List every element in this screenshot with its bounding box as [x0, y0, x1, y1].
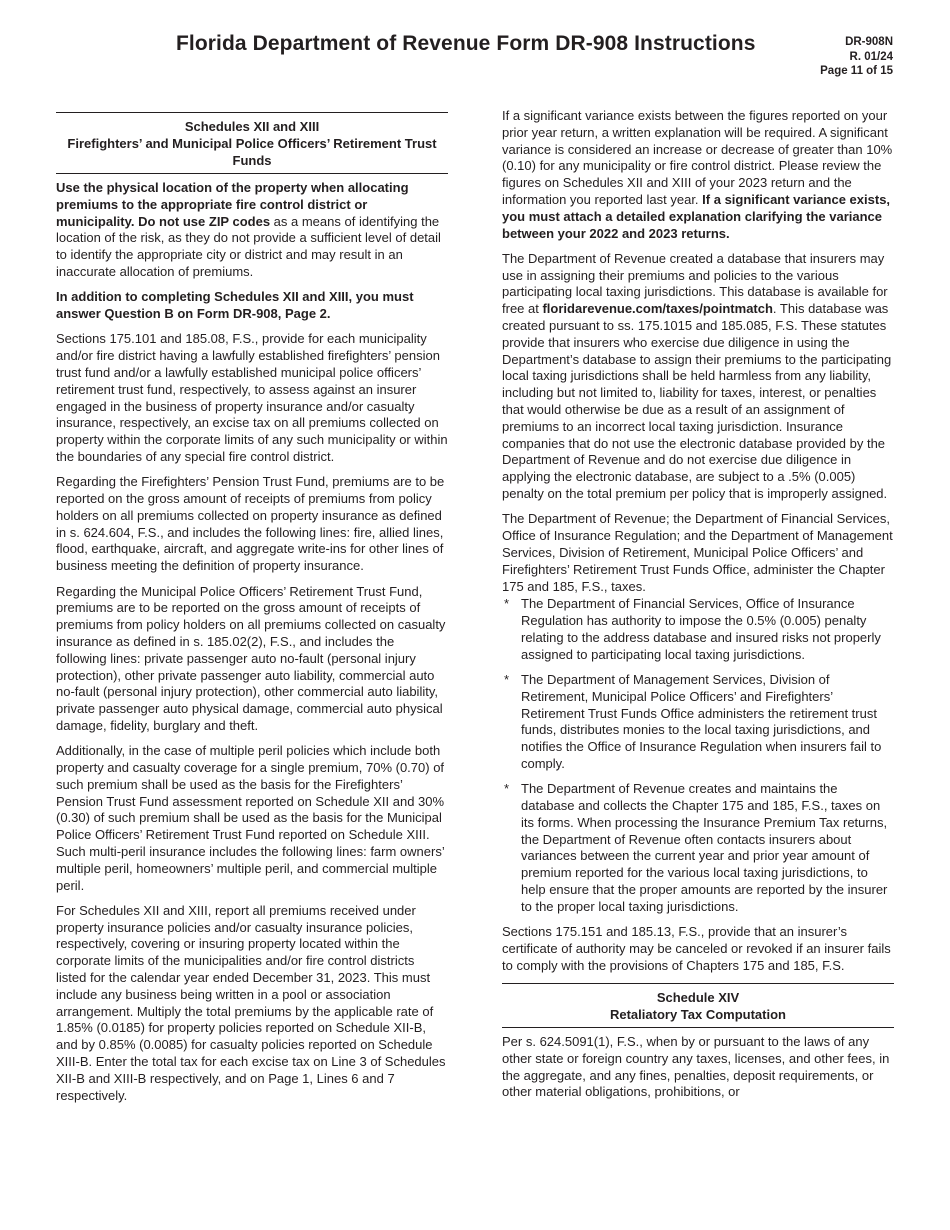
paragraph-variance	[502, 108, 894, 242]
paragraph-text: If a significant variance exists between the figures reported on your prior year return, a written explanation will be required. A significant variance is considered an increase or decrease of greater than 10% (0.10) for any municipality or fire control district. Please review the figures on Schedules XII and XIII of your 2023 return and the information you reported last year.	[502, 108, 893, 207]
left-column	[56, 108, 448, 1113]
paragraph-multiple-peril: Additionally, in the case of multiple peril policies which include both property and casualty coverage for a single premium, 70% (0.70) of such premium shall be used as the basis for the Firefighters’ Pension Trust Fund assessment reported on Schedule XII and 30% (0.30) of such premium shall be used as the basis for the Municipal Police Officers’ Retirement Trust Fund reported on Schedule XIII. Such multi-peril insurance includes the following lines: farm owners’ multiple peril, homeowners’ multiple peril, and commercial multiple peril.	[56, 743, 445, 893]
paragraph-firefighters-fund: Regarding the Firefighters’ Pension Trust Fund, premiums are to be reported on the gross amount of receipts of premiums from policy holders on all premiums collected on property insurance as defined in s. 624.604, F.S., and includes the following lines: fire, allied lines, flood, earthquake, aircraft, and aggregate write-ins for other lines of business meeting the definition of property insurance.	[56, 474, 445, 574]
paragraph-text: . This database was created pursuant to ss. 175.1015 and 185.085, F.S. These statutes provide that insurers who exercise due diligence in using the Department’s database to assign their premiums to the participating local taxing jurisdictions shall be held harmless from any liability, including but not limited to, liability for taxes, interest, or penalties that would otherwise be due as a result of an assignment of premiums to an incorrect local taxing jurisdiction. Insurance companies that do not use the electronic database provided by the Department of Revenue and do not exercise due diligence in applying the electronic database, are subject to a .5% (0.005) penalty on the total premium per policy that is improperly assigned.	[502, 301, 892, 502]
paragraph-question-b: In addition to completing Schedules XII and XIII, you must answer Question B on Form DR-908, Page 2.	[56, 289, 414, 322]
form-identifier	[820, 35, 893, 79]
form-revision: R. 01/24	[849, 50, 893, 63]
page-number: Page 11 of 15	[820, 65, 893, 77]
section-heading-line1: Schedule XIV	[656, 990, 740, 1006]
pointmatch-link[interactable]: floridarevenue.com/taxes/pointmatch	[542, 301, 773, 317]
section-heading-line2: Firefighters’ and Municipal Police Officers’ Retirement Trust Funds	[67, 136, 437, 168]
paragraph-text: as a means of identifying the location of the risk, as they do not provide a sufficient level of detail to identify the appropriate city or district and may result in an inaccurate allocation of premiums.	[56, 213, 441, 279]
bullet-item-revenue: * The Department of Revenue creates and maintains the database and collects the Chapter 175 and 185, F.S., taxes on its forms. When processing the Insurance Premium Tax returns, the Department of Revenue often contacts insurers about variances between the current year and prior year amount of premium reported for the various local taxing jurisdictions, to help ensure that the proper amounts are reported by the insurer to the proper local taxing jurisdictions.	[502, 781, 894, 915]
paragraph-sections-175-185: Sections 175.101 and 185.08, F.S., provide for each municipality and/or fire district having a lawfully established firefighters’ pension trust fund and/or a lawfully established municipal police officers’ retirement trust fund, respectively, to assess against an insurer engaged in the business of property insurance and/or casualty insurance, respectively, an excise tax on all premiums collected on property within the corporate limits of any such municipality or within the boundaries of any special fire control district.	[56, 331, 448, 464]
section-heading-line1: Schedules XII and XIII	[184, 119, 320, 134]
page-title: Florida Department of Revenue Form DR-908 Instructions	[176, 32, 756, 55]
section-heading-line2: Retaliatory Tax Computation	[609, 1007, 786, 1023]
paragraph-reporting-premiums: For Schedules XII and XIII, report all premiums received under property insurance policies and/or casualty insurance policies, respectively, covering or insuring property located within the corporate limits of the municipalities and/or fire control districts listed for the calendar year ended December 31, 2023. This must include any business being written in a pool or association arrangement. Multiply the total premiums by the applicable rate of 1.85% (0.0185) for property policies reported on Schedule XII-B, and by 0.85% (0.0085) for casualty policies reported on Schedule XIII-B. Enter the total tax for each excise tax on Line 3 of Schedules XII-B and XIII-B respectively, and on Page 1, Lines 6 and 7 respectively.	[56, 902, 446, 1103]
paragraph-certificate-authority: Sections 175.151 and 185.13, F.S., provide that an insurer’s certificate of authority may be canceled or revoked if an insurer fails to comply with the provisions of Chapters 175 and 185, F.S.	[502, 924, 891, 973]
section-heading-schedules-xii-xiii	[56, 112, 448, 174]
paragraph-bold-text: If a significant variance exists, you must attach a detailed explanation clarifying the variance between your 2022 and 2023 returns.	[502, 191, 891, 241]
paragraph-administration: The Department of Revenue; the Department of Financial Services, Office of Insurance Regulation; and the Department of Management Services, Division of Retirement, Municipal Police Officers’ and Firefighters’ Retirement Trust Funds Office, administer the Chapter 175 and 185, F.S., taxes.	[502, 511, 893, 594]
bullet-item-management-services: * The Department of Management Services, Division of Retirement, Municipal Police Officers’ and Firefighters’ Retirement Trust Funds Office administers the retirement trust funds, distributes monies to the local taxing jurisdictions, and notifies the Office of Insurance Regulation when insurers fail to comply.	[502, 672, 894, 773]
paragraph-bold-lead: Use the physical location of the property when allocating premiums to the appropriate fire control district or municipality. Do not use ZIP codes	[56, 180, 409, 229]
section-heading-schedule-xiv	[502, 983, 894, 1028]
paragraph-database	[502, 251, 894, 503]
paragraph-police-fund: Regarding the Municipal Police Officers’ Retirement Trust Fund, premiums are to be reported on the gross amount of receipts of premiums from policy holders on all premiums collected on casualty insurance as defined in s. 185.02(2), F.S., and includes the following lines: private passenger auto no-fault (personal injury protection), other private passenger auto liability, commercial auto no-fault (personal injury protection), other commercial auto liability, private passenger auto physical damage, commercial auto physical damage, fidelity, burglary and theft.	[56, 583, 446, 733]
paragraph-text: The Department of Revenue created a database that insurers may use in assigning their premiums and policies to the various participating local taxing jurisdictions. This database is available for free at	[502, 250, 888, 317]
agency-bullet-list	[502, 596, 894, 915]
form-number: DR-908N	[845, 36, 893, 48]
paragraph-physical-location	[56, 180, 448, 281]
bullet-item-financial-services: * The Department of Financial Services, Office of Insurance Regulation has authority to impose the 0.5% (0.005) penalty relating to the address database and insured risks not properly assigned to participating local taxing jurisdictions.	[502, 596, 894, 663]
right-column	[502, 108, 894, 1110]
paragraph-retaliatory-tax: Per s. 624.5091(1), F.S., when by or pursuant to the laws of any other state or foreign country any taxes, licenses, and other fees, in the aggregate, and any fines, penalties, deposit requirements, or other material obligations, prohibitions, or	[502, 1034, 890, 1100]
